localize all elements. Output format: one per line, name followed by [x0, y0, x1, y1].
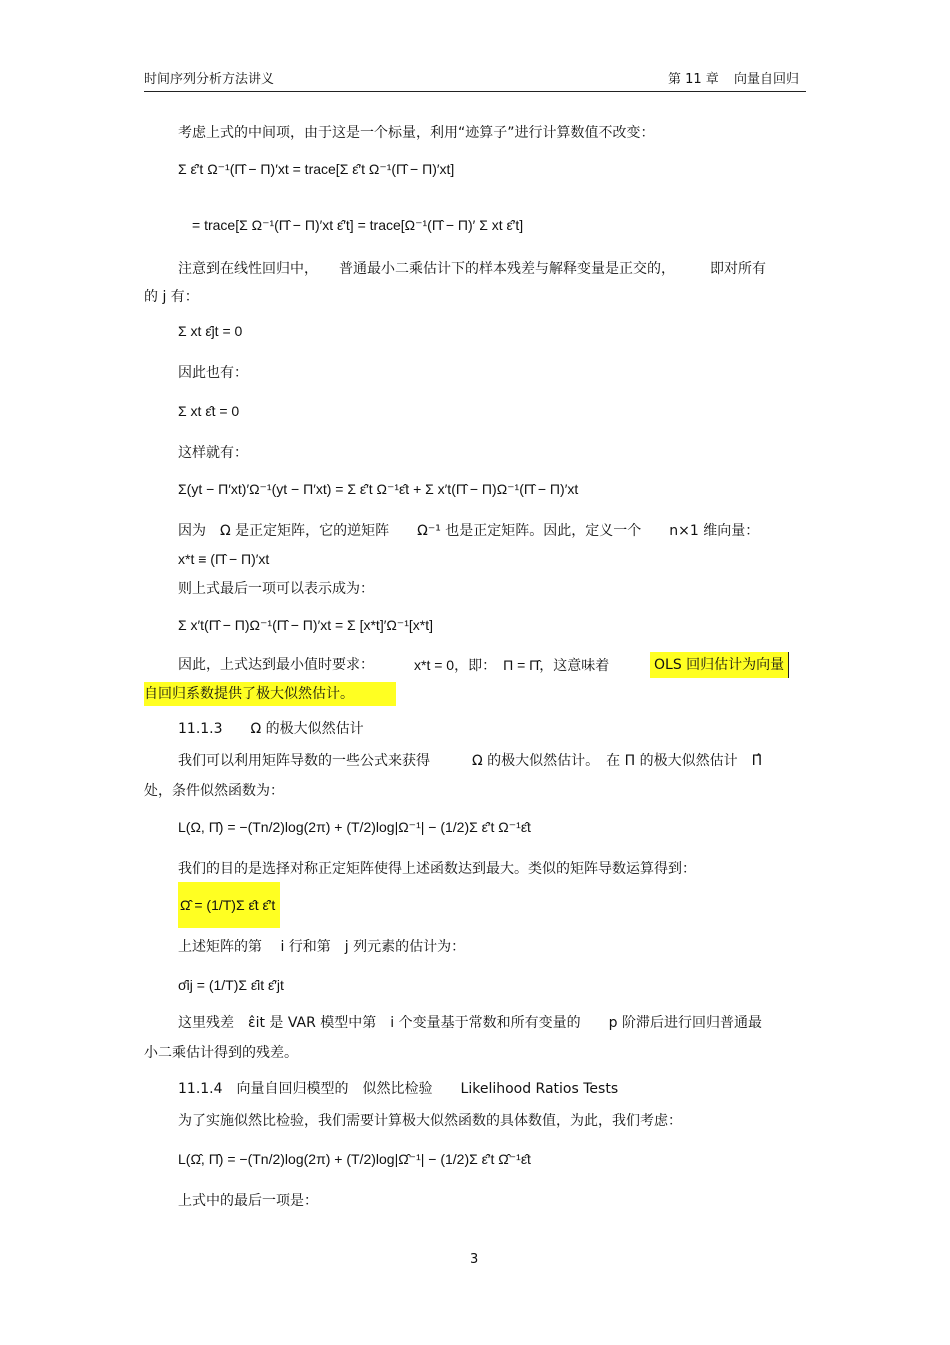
paragraph-orthogonal-a: 注意到在线性回归中， 普通最小二乘估计下的样本残差与解释变量是正交的， 即对所有: [178, 261, 766, 277]
section-11-1-4: 11.1.4 向量自回归模型的 似然比检验 Likelihood Ratios Tests: [178, 1081, 619, 1097]
equation-minimum-condition: x*t = 0，即： Π = Π̂，这意味着: [414, 657, 610, 673]
header-rule: [144, 91, 806, 92]
highlight-ols-mle-2: 自回归系数提供了极大似然估计。: [144, 682, 396, 706]
equation-orthogonality-j: Σ xt ε̂jt = 0: [178, 323, 243, 339]
paragraph-orthogonal-b: 的 j 有：: [144, 289, 199, 305]
paragraph-positive-definite: 因为 Ω 是正定矩阵，它的逆矩阵 Ω⁻¹ 也是正定矩阵。因此，定义一个 n×1 维向量：: [178, 523, 760, 539]
equation-xstar-definition: x*t ≡ (Π̂ − Π)′xt: [178, 551, 270, 567]
paragraph-omega-mle-b: 处，条件似然函数为：: [144, 783, 284, 799]
paragraph-element-estimate: 上述矩阵的第 i 行和第 j 列元素的估计为：: [178, 939, 466, 955]
paragraph-thus: 这样就有：: [178, 445, 248, 461]
paragraph-maximize: 我们的目的是选择对称正定矩阵使得上述函数达到最大。类似的矩阵导数运算得到：: [178, 861, 696, 877]
running-header-chapter-title: 向量自回归: [734, 72, 800, 87]
equation-omega-hat: Ω̂ = (1/T)Σ ε̂t ε̂′t: [178, 882, 280, 928]
running-header-chapter: 第 11 章: [668, 72, 719, 87]
equation-decomposition: Σ(yt − Π′xt)′Ω⁻¹(yt − Π′xt) = Σ ε̂′t Ω⁻¹ε̂t + Σ x′t(Π̂ − Π)Ω⁻¹(Π̂ − Π)′xt: [178, 481, 579, 497]
equation-trace-1: Σ ε̂′t Ω⁻¹(Π̂ − Π)′xt = trace[Σ ε̂′t Ω⁻¹(Π̂ − Π)′xt]: [178, 161, 455, 177]
paragraph-lr-test: 为了实施似然比检验，我们需要计算极大似然函数的具体数值，为此，我们考虑：: [178, 1113, 682, 1129]
paragraph-residual-b: 小二乘估计得到的残差。: [144, 1045, 298, 1061]
paragraph-therefore: 因此也有：: [178, 365, 248, 381]
paragraph-last-term: 则上式最后一项可以表示成为：: [178, 581, 374, 597]
paragraph-minimum: 因此，上式达到最小值时要求：: [178, 657, 374, 673]
running-header-title: 时间序列分析方法讲义: [144, 72, 275, 87]
highlight-ols-mle-1: OLS 回归估计为向量: [650, 652, 789, 678]
equation-max-likelihood: L(Ω̂, Π̂) = −(Tn/2)log(2π) + (T/2)log|Ω̂⁻¹| − (1/2)Σ ε̂′t Ω̂⁻¹ε̂t: [178, 1151, 531, 1167]
equation-sigma-ij: σ̂ij = (1/T)Σ ε̂it ε̂′jt: [178, 977, 284, 993]
equation-orthogonality: Σ xt ε̂t = 0: [178, 403, 240, 419]
paragraph-trace-intro: 考虑上式的中间项，由于这是一个标量，利用“迹算子”进行计算数值不改变：: [178, 125, 655, 141]
equation-trace-2: = trace[Σ Ω⁻¹(Π̂ − Π)′xt ε̂′t] = trace[Ω⁻¹(Π̂ − Π)′ Σ xt ε̂′t]: [192, 217, 524, 233]
paragraph-last-term-intro: 上式中的最后一项是：: [178, 1193, 318, 1209]
equation-last-term: Σ x′t(Π̂ − Π)Ω⁻¹(Π̂ − Π)′xt = Σ [x*t]′Ω⁻¹[x*t]: [178, 617, 433, 633]
section-11-1-3: 11.1.3 Ω 的极大似然估计: [178, 721, 364, 737]
paragraph-residual-a: 这里残差 ε̂it 是 VAR 模型中第 i 个变量基于常数和所有变量的 p 阶滞后进行回归普通最: [178, 1015, 762, 1031]
paragraph-omega-mle-a: 我们可以利用矩阵导数的一些公式来获得 Ω 的极大似然估计。 在 Π 的极大似然估计 Π̂: [178, 753, 763, 769]
page-number: 3: [470, 1252, 479, 1267]
equation-conditional-likelihood: L(Ω, Π̂) = −(Tn/2)log(2π) + (T/2)log|Ω⁻¹| − (1/2)Σ ε̂′t Ω⁻¹ε̂t: [178, 819, 531, 835]
